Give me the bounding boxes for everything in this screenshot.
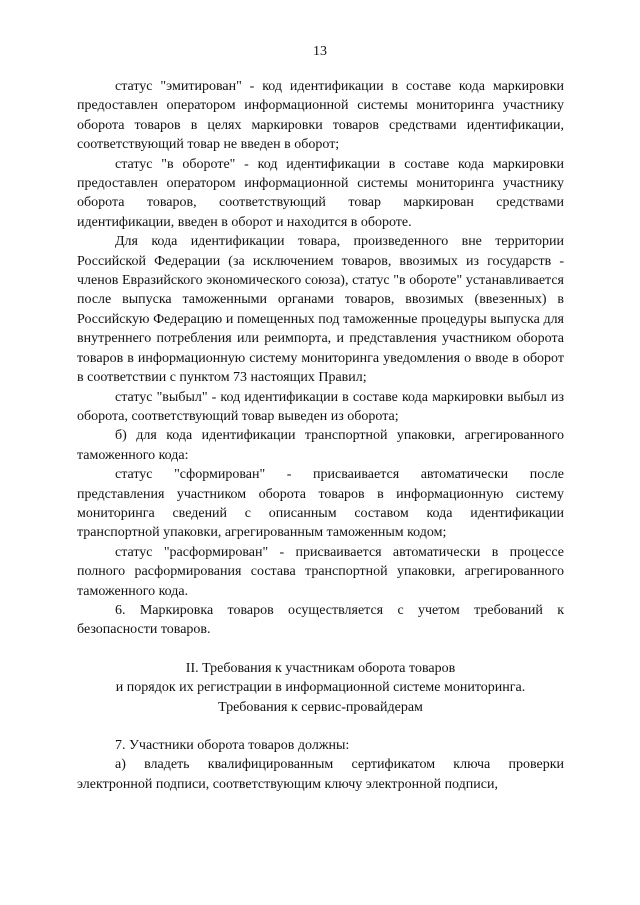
paragraph: 7. Участники оборота товаров должны: — [115, 738, 350, 753]
paragraph: статус "расформирован" - присваивается автоматически в процессе полного расформирования состава транспортной упаковки, агрегированного таможенного кода. — [77, 544, 564, 599]
section-heading-line: и порядок их регистрации в информационной системе мониторинга. — [115, 680, 526, 696]
section-heading-line: Требования к сервис-провайдерам — [218, 699, 423, 715]
paragraph: Для кода идентификации товара, произведенного вне территории Российской Федерации (за исключением товаров, ввозимых из государств - членов Евразийского экономического союза), статус "в обороте" устанавливается после выпуска таможенными органами товаров, ввозимых (ввезенных) в Российскую Федерацию и помещенных под таможенные процедуры выпуска для внутреннего потребления или реимпорта, и представления участником оборота товаров в информационную систему мониторинга уведомления о вводе в оборот в соответствии с пунктом 73 настоящих Правил; — [77, 234, 564, 386]
document-body — [77, 77, 564, 794]
paragraph: а) владеть квалифицированным сертификатом ключа проверки электронной подписи, соответствующим ключу электронной подписи, — [77, 757, 564, 792]
paragraph: статус "выбыл" - код идентификации в составе кода маркировки выбыл из оборота, соответствующий товар выведен из оборота; — [77, 389, 564, 424]
section-heading-line: II. Требования к участникам оборота товаров — [185, 660, 456, 676]
paragraph: статус "эмитирован" - код идентификации в составе кода маркировки предоставлен оператором информационной системы мониторинга участнику оборота товаров в целях маркировки товаров средствами идентификации, соответствующий товар не введен в оборот; — [77, 79, 564, 153]
paragraph: статус "в обороте" - код идентификации в составе кода маркировки предоставлен оператором информационной системы мониторинга участнику оборота товаров, соответствующий товар маркирован средствами идентификации, введен в оборот и находится в обороте. — [77, 156, 564, 230]
paragraph: 6. Маркировка товаров осуществляется с учетом требований к безопасности товаров. — [77, 602, 564, 638]
spacer — [77, 640, 564, 659]
paragraph: статус "сформирован" - присваивается автоматически после представления участником оборота товаров в информационную систему мониторинга сведений с описанным составом кода идентификации транспортной упаковки, агрегированным таможенным кодом; — [77, 467, 564, 541]
paragraph: б) для кода идентификации транспортной упаковки, агрегированного таможенного кода: — [77, 428, 564, 463]
spacer — [77, 717, 564, 736]
page-number: 13 — [313, 44, 327, 59]
